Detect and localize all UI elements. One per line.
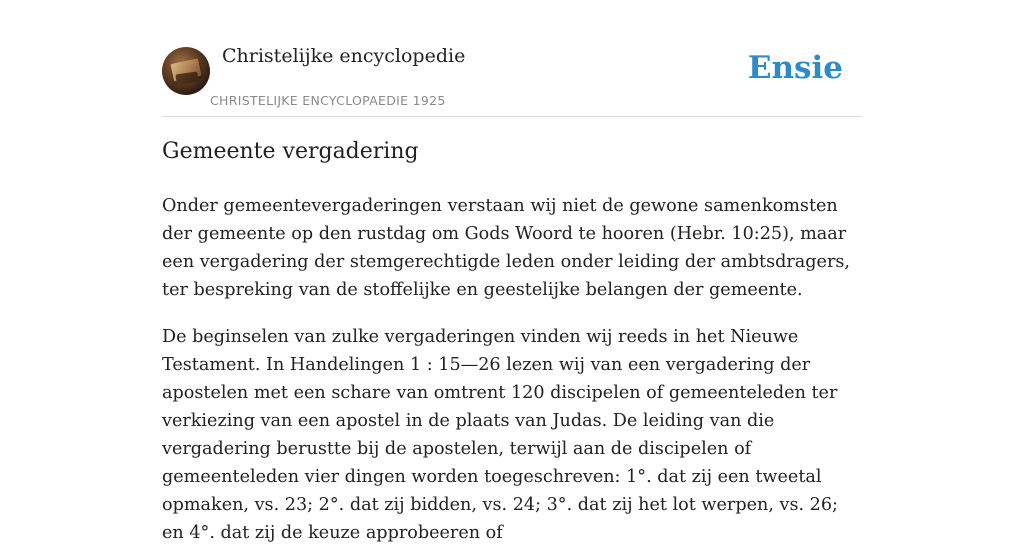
- article-title: Gemeente vergadering: [162, 139, 419, 164]
- encyclopedia-title-link[interactable]: Christelijke encyclopedie: [222, 45, 466, 67]
- article-paragraph: De beginselen van zulke vergaderingen vinden wij reeds in het Nieuwe Testament. In Handelingen 1 : 15—26 lezen wij van een vergadering der apostelen met een schare van omtrent 120 discipelen of gemeenteleden ter verkiezing van een apostel in de plaats van Judas. De leiding van die vergadering berustte bij de apostelen, terwijl aan de discipelen of gemeenteleden vier dingen worden toegeschreven: 1°. dat zij een tweetal opmaken, vs. 23; 2°. dat zij bidden, vs. 24; 3°. dat zij het lot werpen, vs. 26; en 4°. dat zij de keuze approbeeren of: [162, 327, 838, 543]
- book-stack-icon: [175, 72, 198, 85]
- encyclopedia-avatar[interactable]: [162, 47, 210, 95]
- encyclopedia-subtitle: CHRISTELIJKE ENCYCLOPAEDIE 1925: [210, 93, 446, 108]
- ensie-logo-link[interactable]: Ensie: [747, 50, 843, 86]
- article-paragraph: Onder gemeentevergaderingen verstaan wij niet de gewone samenkomsten der gemeente op den rustdag om Gods Woord te hooren (Hebr. 10:25), maar een vergadering der stemgerechtigde leden onder leiding der ambtsdragers, ter bespreking van de stoffelijke en geestelijke belangen der gemeente.: [162, 196, 850, 300]
- content-column: [162, 0, 862, 543]
- header: [162, 0, 862, 117]
